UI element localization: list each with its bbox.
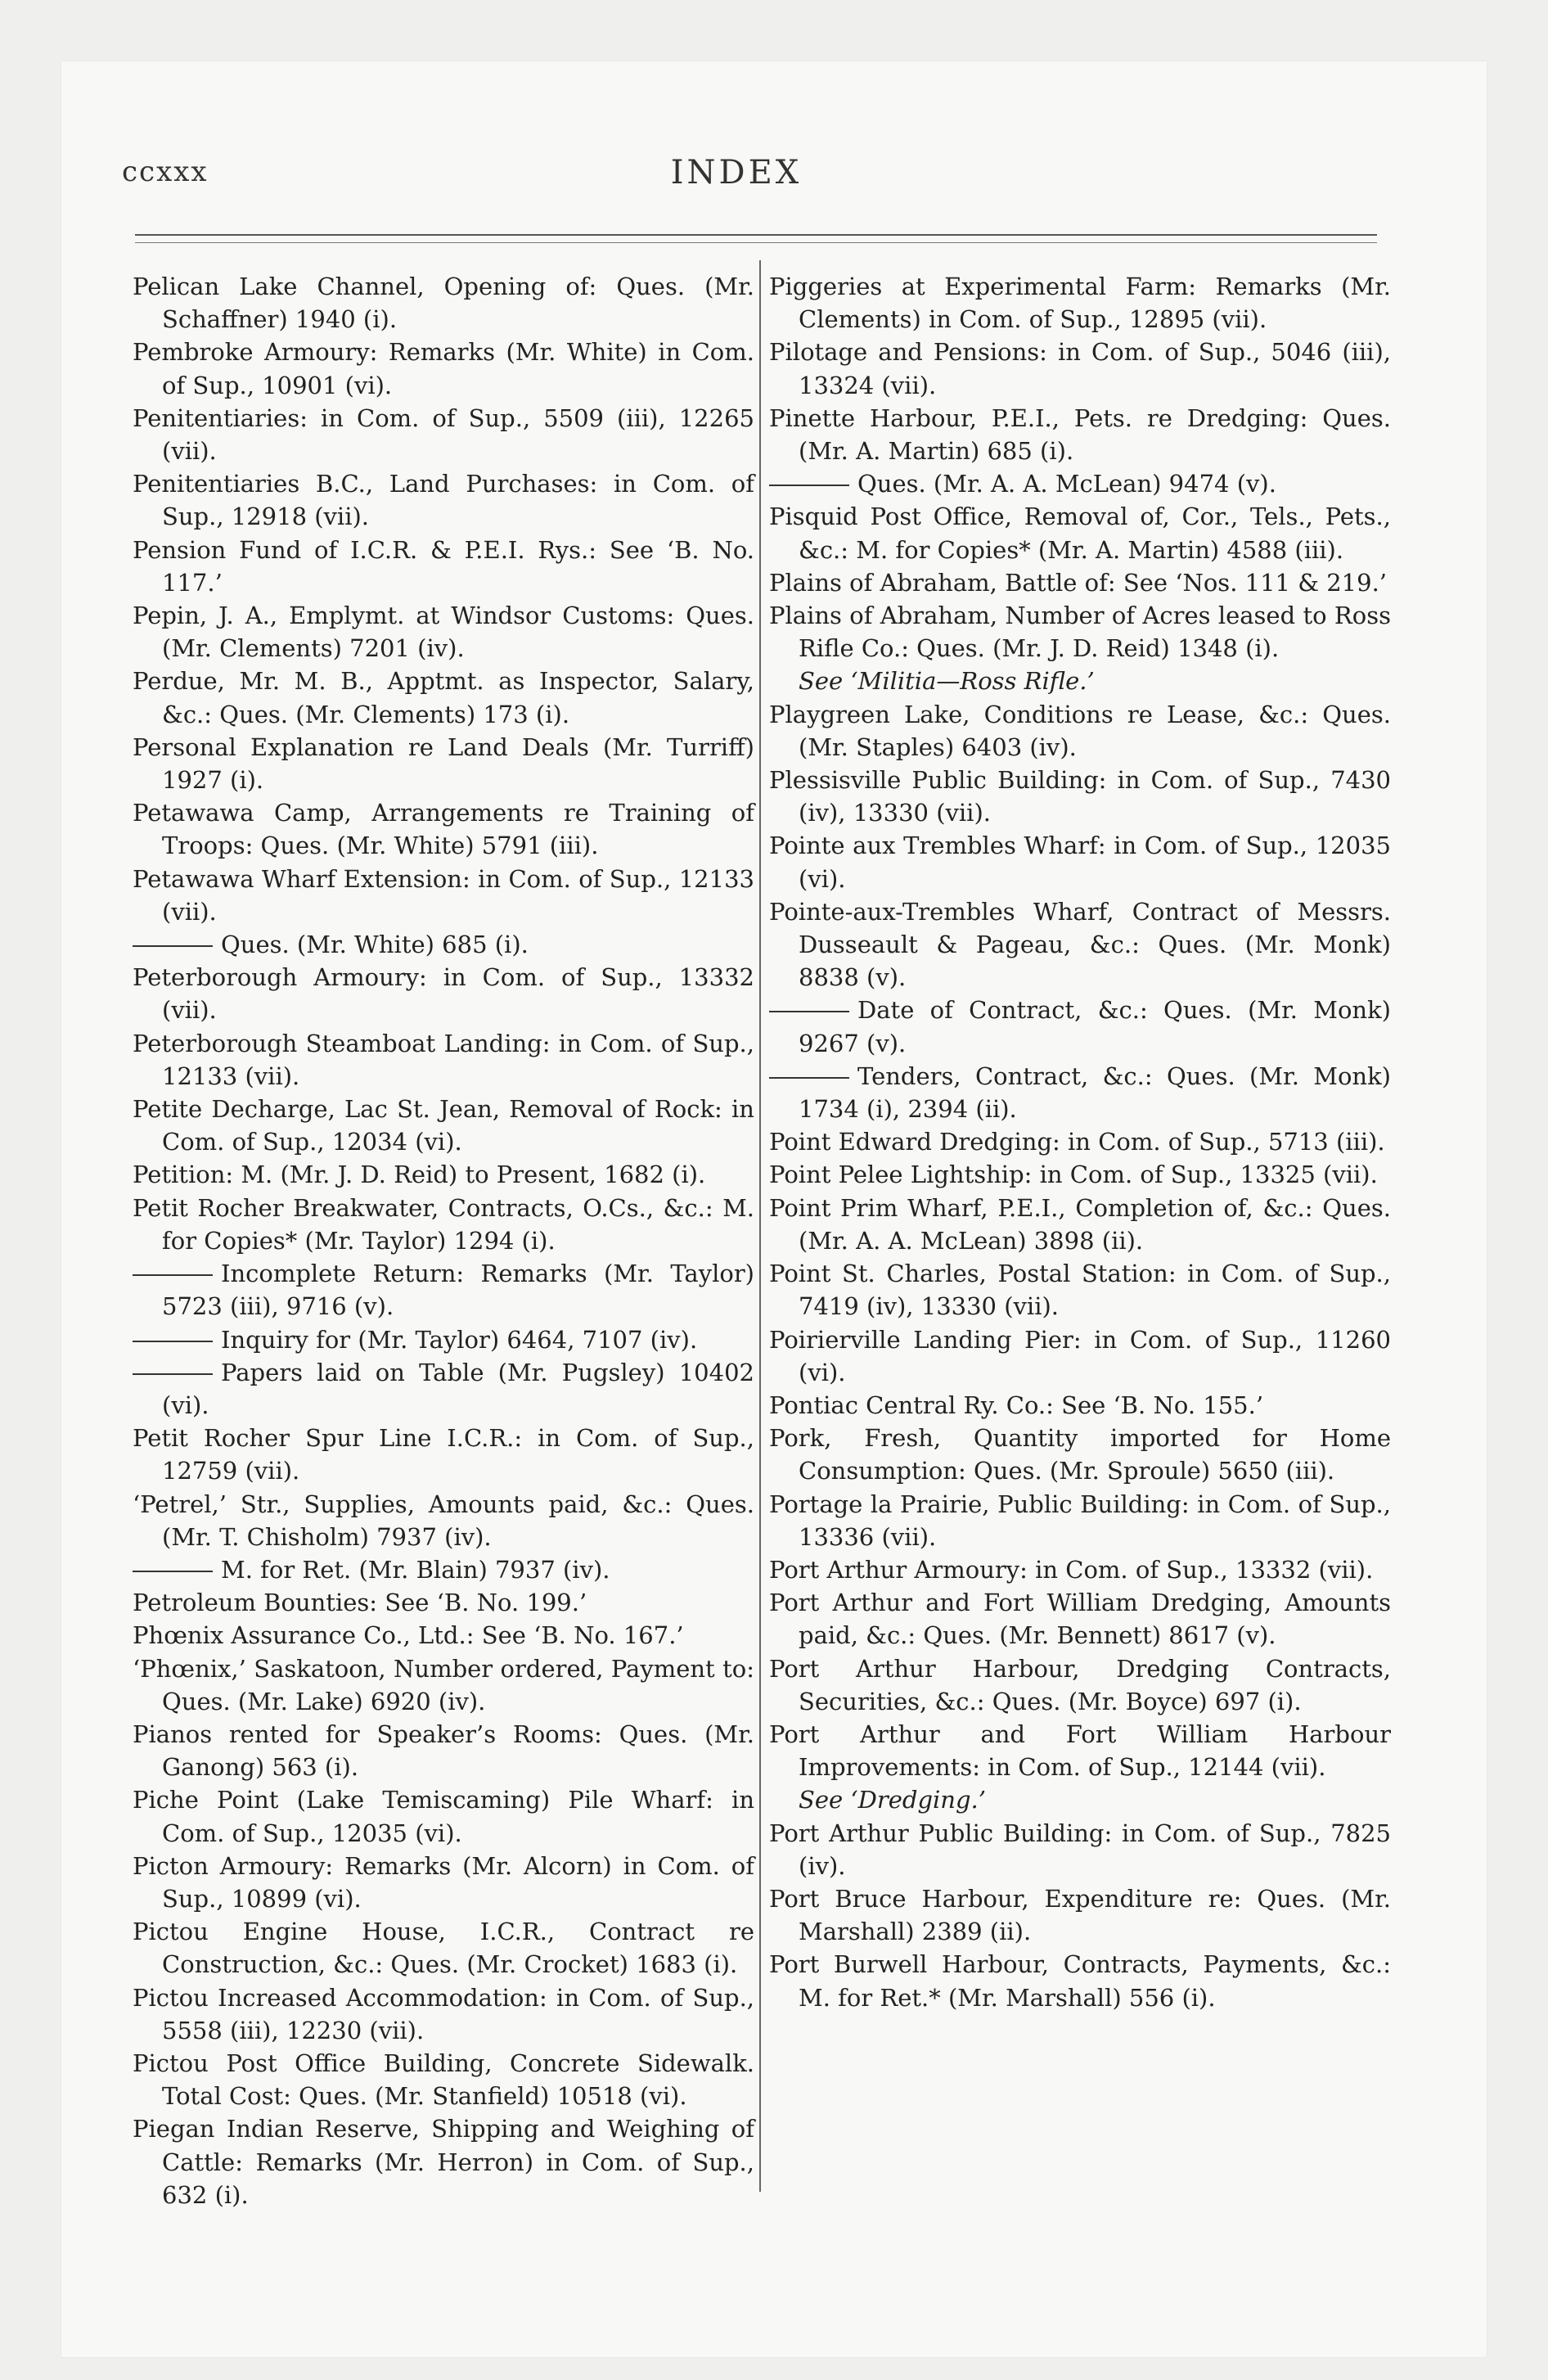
index-entry	[769, 1817, 1391, 1882]
index-entry	[133, 863, 754, 928]
index-entry-text: Pianos rented for Speaker’s Rooms: Ques. (Mr. Ganong) 563 (i).	[133, 1720, 754, 1782]
index-entry	[769, 1389, 1391, 1422]
header-rule-thin	[135, 242, 1377, 243]
index-entry-text: Inquiry for (Mr. Taylor) 6464, 7107 (iv).	[221, 1325, 698, 1354]
index-entry	[133, 599, 754, 665]
index-entry	[769, 665, 1391, 697]
index-entry-text: Picton Armoury: Remarks (Mr. Alcorn) in Com. of Sup., 10899 (vi).	[133, 1851, 754, 1913]
index-entry	[133, 2047, 754, 2112]
index-entry	[133, 1652, 754, 1718]
index-entry	[769, 1422, 1391, 1487]
index-entry	[769, 1652, 1391, 1718]
index-entry	[769, 994, 1391, 1059]
index-entry-text: Pointe-aux-Trembles Wharf, Contract of Messrs. Dusseault & Pageau, &c.: Ques. (Mr. Monk) 8838 (v).	[769, 897, 1391, 992]
index-entry	[133, 1488, 754, 1553]
index-entry-text: Pisquid Post Office, Removal of, Cor., Tels., Pets., &c.: M. for Copies* (Mr. A. Martin) 4588 (iii).	[769, 503, 1391, 564]
index-entry-text: Pilotage and Pensions: in Com. of Sup., 5046 (iii), 13324 (vii).	[769, 338, 1391, 399]
index-entry-text: Pepin, J. A., Emplymt. at Windsor Customs: Ques. (Mr. Clements) 7201 (iv).	[133, 602, 754, 663]
index-entry-text: Port Arthur Public Building: in Com. of Sup., 7825 (iv).	[769, 1819, 1391, 1880]
index-entry-text: Port Arthur Armoury: in Com. of Sup., 13332 (vii).	[769, 1555, 1374, 1584]
index-entry-text: Pension Fund of I.C.R. & P.E.I. Rys.: See ‘B. No. 117.’	[133, 535, 754, 597]
index-entry-text: Piggeries at Experimental Farm: Remarks (Mr. Clements) in Com. of Sup., 12895 (vii).	[769, 273, 1391, 334]
index-entry	[133, 1981, 754, 2047]
index-entry	[133, 1027, 754, 1093]
ditto-dash	[133, 1571, 213, 1572]
index-entry	[133, 961, 754, 1026]
index-entry-text: Pictou Engine House, I.C.R., Contract re Construction, &c.: Ques. (Mr. Crocket) 1683 (i).	[133, 1918, 754, 1979]
index-entry-text: Peterborough Armoury: in Com. of Sup., 13332 (vii).	[133, 963, 754, 1025]
index-entry	[133, 1718, 754, 1783]
ditto-dash	[133, 1373, 213, 1375]
index-entry	[133, 1323, 754, 1356]
index-entry	[769, 1586, 1391, 1652]
index-entry-text: M. for Ret. (Mr. Blain) 7937 (iv).	[221, 1555, 610, 1584]
index-entry-text: Pointe aux Trembles Wharf: in Com. of Sup., 12035 (vi).	[769, 832, 1391, 893]
index-entry-text: Port Arthur and Fort William Harbour Improvements: in Com. of Sup., 12144 (vii).	[769, 1720, 1391, 1782]
index-entry-text: Peterborough Steamboat Landing: in Com. of Sup., 12133 (vii).	[133, 1029, 754, 1090]
page-folio: ccxxx	[122, 156, 209, 188]
index-entry	[769, 829, 1391, 895]
index-entry-text: Penitentiaries: in Com. of Sup., 5509 (iii), 12265 (vii).	[133, 403, 754, 466]
index-entry	[133, 467, 754, 533]
index-entry	[769, 500, 1391, 566]
index-entry-text: Ques. (Mr. A. A. McLean) 9474 (v).	[857, 470, 1276, 498]
index-entry	[133, 270, 754, 336]
left-column	[133, 270, 754, 2211]
index-entry-text: Pelican Lake Channel, Opening of: Ques. (Mr. Schaffner) 1940 (i).	[133, 273, 754, 334]
index-entry	[133, 1192, 754, 1257]
index-entry	[769, 566, 1391, 599]
index-entry-text: Point St. Charles, Postal Station: in Com. of Sup., 7419 (iv), 13330 (vii).	[769, 1260, 1391, 1321]
index-entry	[133, 1257, 754, 1323]
index-entry	[133, 796, 754, 862]
ditto-dash	[133, 1274, 213, 1276]
index-entry-text: Tenders, Contract, &c.: Ques. (Mr. Monk) 1734 (i), 2394 (ii).	[799, 1062, 1391, 1124]
index-entry-text: Pictou Post Office Building, Concrete Sidewalk. Total Cost: Ques. (Mr. Stanfield) 10518 (vi).	[133, 2049, 754, 2111]
index-entry	[769, 764, 1391, 829]
column-divider	[759, 260, 761, 2192]
index-entry-text: Poirierville Landing Pier: in Com. of Sup., 11260 (vi).	[769, 1325, 1391, 1386]
index-entry	[769, 467, 1391, 500]
index-entry-text: Petawawa Wharf Extension: in Com. of Sup., 12133 (vii).	[133, 864, 754, 926]
index-entry	[769, 1783, 1391, 1816]
index-entry	[133, 1619, 754, 1652]
index-entry	[133, 1850, 754, 1915]
index-entry	[133, 1586, 754, 1619]
index-entry-text: Pontiac Central Ry. Co.: See ‘B. No. 155.’	[769, 1391, 1264, 1419]
index-entry	[133, 1158, 754, 1191]
index-entry-text: Phœnix Assurance Co., Ltd.: See ‘B. No. 167.’	[133, 1621, 684, 1650]
index-entry	[133, 336, 754, 401]
index-entry	[769, 895, 1391, 994]
index-entry	[769, 402, 1391, 467]
index-entry-text: Incomplete Return: Remarks (Mr. Taylor) 5723 (iii), 9716 (v).	[162, 1260, 754, 1321]
index-entry-text: Port Arthur and Fort William Dredging, Amounts paid, &c.: Ques. (Mr. Bennett) 8617 (v).	[769, 1589, 1391, 1650]
index-entry-text: Date of Contract, &c.: Ques. (Mr. Monk) 9267 (v).	[799, 996, 1391, 1057]
index-entry-text: See ‘Dredging.’	[799, 1786, 986, 1814]
index-entry-text: Pembroke Armoury: Remarks (Mr. White) in Com. of Sup., 10901 (vi).	[133, 338, 754, 399]
index-entry	[769, 336, 1391, 401]
index-entry-text: Pinette Harbour, P.E.I., Pets. re Dredging: Ques. (Mr. A. Martin) 685 (i).	[769, 403, 1391, 466]
ditto-dash	[133, 945, 213, 947]
index-entry	[769, 1718, 1391, 1783]
index-entry-text: Plains of Abraham, Battle of: See ‘Nos. 111 & 219.’	[769, 568, 1388, 597]
index-entry-text: Petition: M. (Mr. J. D. Reid) to Present, 1682 (i).	[133, 1161, 706, 1189]
index-entry	[769, 1158, 1391, 1191]
index-entry	[769, 270, 1391, 336]
index-entry-text: Perdue, Mr. M. B., Apptmt. as Inspector, Salary, &c.: Ques. (Mr. Clements) 173 (i).	[133, 667, 754, 728]
index-entry-text: Plessisville Public Building: in Com. of Sup., 7430 (iv), 13330 (vii).	[769, 766, 1391, 827]
ditto-dash	[769, 1011, 849, 1012]
ditto-dash	[769, 1077, 849, 1079]
index-entry	[133, 1093, 754, 1158]
index-entry	[133, 1783, 754, 1849]
index-entry	[133, 1915, 754, 1981]
index-entry-text: Port Arthur Harbour, Dredging Contracts, Securities, &c.: Ques. (Mr. Boyce) 697 (i).	[769, 1654, 1391, 1715]
index-entry	[133, 1356, 754, 1422]
index-entry	[133, 1422, 754, 1487]
index-entry-text: Point Edward Dredging: in Com. of Sup., 5713 (iii).	[769, 1128, 1385, 1156]
index-entry-text: Penitentiaries B.C., Land Purchases: in Com. of Sup., 12918 (vii).	[133, 470, 754, 531]
index-entry	[769, 1323, 1391, 1389]
index-entry-text: See ‘Militia—Ross Rifle.’	[799, 667, 1095, 696]
index-entry-text: Petit Rocher Spur Line I.C.R.: in Com. of Sup., 12759 (vii).	[133, 1424, 754, 1485]
index-entry-text: Point Pelee Lightship: in Com. of Sup., 13325 (vii).	[769, 1161, 1378, 1189]
index-entry-text: Piche Point (Lake Temiscaming) Pile Wharf: in Com. of Sup., 12035 (vi).	[133, 1786, 754, 1847]
index-entry-text: Petite Decharge, Lac St. Jean, Removal of Rock: in Com. of Sup., 12034 (vi).	[133, 1095, 754, 1156]
index-entry	[769, 1948, 1391, 2013]
index-entry-text: Pork, Fresh, Quantity imported for Home Consumption: Ques. (Mr. Sproule) 5650 (iii).	[769, 1424, 1391, 1485]
index-entry	[769, 698, 1391, 764]
ditto-dash	[133, 1341, 213, 1342]
index-entry-text: Petroleum Bounties: See ‘B. No. 199.’	[133, 1589, 587, 1617]
index-entry-text: Pictou Increased Accommodation: in Com. of Sup., 5558 (iii), 12230 (vii).	[133, 1983, 754, 2044]
index-entry	[769, 1060, 1391, 1125]
ditto-dash	[769, 485, 849, 486]
index-entry	[769, 1488, 1391, 1553]
index-entry	[133, 402, 754, 467]
page-title: INDEX	[670, 154, 803, 192]
index-entry	[133, 2112, 754, 2211]
index-entry-text: Portage la Prairie, Public Building: in Com. of Sup., 13336 (vii).	[769, 1490, 1391, 1551]
index-entry	[769, 1192, 1391, 1257]
index-entry-text: Port Bruce Harbour, Expenditure re: Ques. (Mr. Marshall) 2389 (ii).	[769, 1884, 1391, 1946]
index-entry	[769, 1125, 1391, 1158]
index-entry	[769, 599, 1391, 665]
index-entry	[769, 1882, 1391, 1948]
index-entry	[133, 665, 754, 730]
index-entry-text: Ques. (Mr. White) 685 (i).	[221, 931, 529, 959]
index-entry-text: Point Prim Wharf, P.E.I., Completion of, &c.: Ques. (Mr. A. A. McLean) 3898 (ii).	[769, 1193, 1391, 1255]
index-entry	[133, 1553, 754, 1586]
index-entry-text: Personal Explanation re Land Deals (Mr. Turriff) 1927 (i).	[133, 732, 754, 795]
index-entry-text: Papers laid on Table (Mr. Pugsley) 10402 (vi).	[162, 1358, 754, 1419]
index-entry-text: Petawawa Camp, Arrangements re Training of Troops: Ques. (Mr. White) 5791 (iii).	[133, 799, 754, 860]
index-entry	[133, 731, 754, 796]
index-entry	[769, 1257, 1391, 1323]
index-entry	[133, 928, 754, 961]
index-entry-text: Piegan Indian Reserve, Shipping and Weighing of Cattle: Remarks (Mr. Herron) in Com. of Sup., 632 (i).	[133, 2115, 754, 2209]
index-entry-text: Playgreen Lake, Conditions re Lease, &c.: Ques. (Mr. Staples) 6403 (iv).	[769, 700, 1391, 761]
index-entry-text: Plains of Abraham, Number of Acres leased to Ross Rifle Co.: Ques. (Mr. J. D. Reid) 1348 (i).	[769, 602, 1391, 663]
index-entry-text: Port Burwell Harbour, Contracts, Payments, &c.: M. for Ret.* (Mr. Marshall) 556 (i).	[769, 1950, 1391, 2012]
index-entry	[769, 1553, 1391, 1586]
header-rule	[135, 234, 1377, 236]
index-entry-text: ‘Petrel,’ Str., Supplies, Amounts paid, &c.: Ques. (Mr. T. Chisholm) 7937 (iv).	[133, 1490, 754, 1551]
right-column	[769, 270, 1391, 2014]
index-entry-text: ‘Phœnix,’ Saskatoon, Number ordered, Payment to: Ques. (Mr. Lake) 6920 (iv).	[133, 1654, 754, 1715]
index-entry-text: Petit Rocher Breakwater, Contracts, O.Cs., &c.: M. for Copies* (Mr. Taylor) 1294 (i).	[133, 1193, 754, 1255]
index-entry	[133, 534, 754, 599]
